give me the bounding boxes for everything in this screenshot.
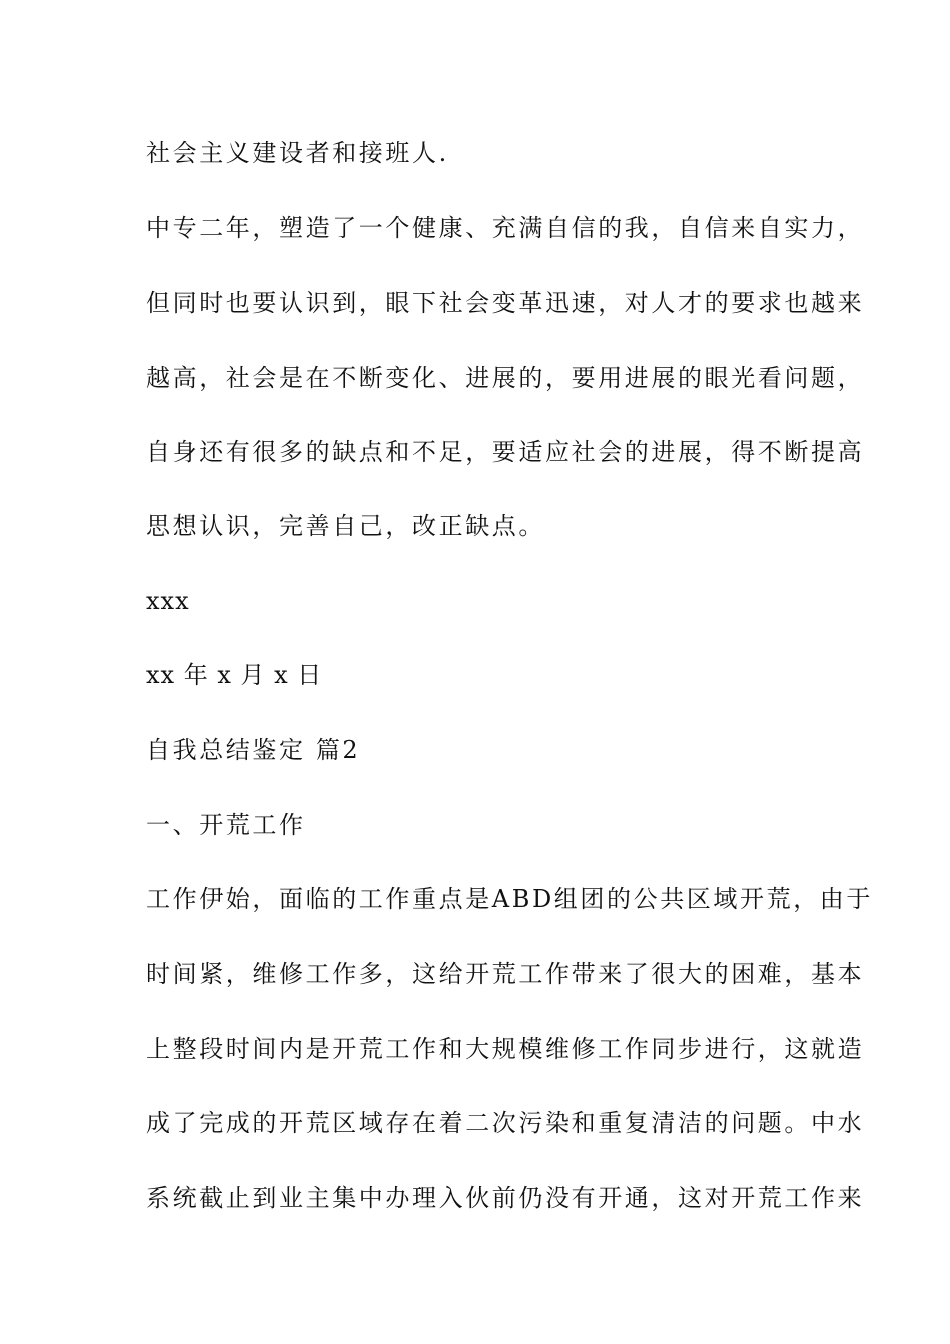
subsection-heading: 一、开荒工作	[146, 811, 306, 839]
paragraph-line: 中专二年，塑造了一个健康、充满自信的我，自信来自实力，	[146, 214, 865, 242]
paragraph-line: 思想认识，完善自己，改正缺点。	[146, 512, 545, 540]
paragraph-line: 工作伊始，面临的工作重点是ABD组团的公共区域开荒，由于	[146, 885, 874, 913]
section-heading: 自我总结鉴定 篇2	[146, 736, 361, 764]
paragraph-line: 系统截止到业主集中办理入伙前仍没有开通，这对开荒工作来	[146, 1184, 865, 1212]
paragraph-line: 上整段时间内是开荒工作和大规模维修工作同步进行，这就造	[146, 1035, 865, 1063]
paragraph-line: 社会主义建设者和接班人.	[146, 139, 449, 167]
paragraph-line: 成了完成的开荒区域存在着二次污染和重复清洁的问题。中水	[146, 1109, 865, 1137]
paragraph-line: 越高，社会是在不断变化、进展的，要用进展的眼光看问题，	[146, 364, 865, 392]
paragraph-line: 时间紧，维修工作多，这给开荒工作带来了很大的困难，基本	[146, 960, 865, 988]
signature-name: xxx	[146, 587, 190, 615]
paragraph-line: 但同时也要认识到，眼下社会变革迅速，对人才的要求也越来	[146, 289, 865, 317]
signature-date: xx 年 x 月 x 日	[146, 661, 323, 689]
paragraph-line: 自身还有很多的缺点和不足，要适应社会的进展，得不断提高	[146, 438, 865, 466]
